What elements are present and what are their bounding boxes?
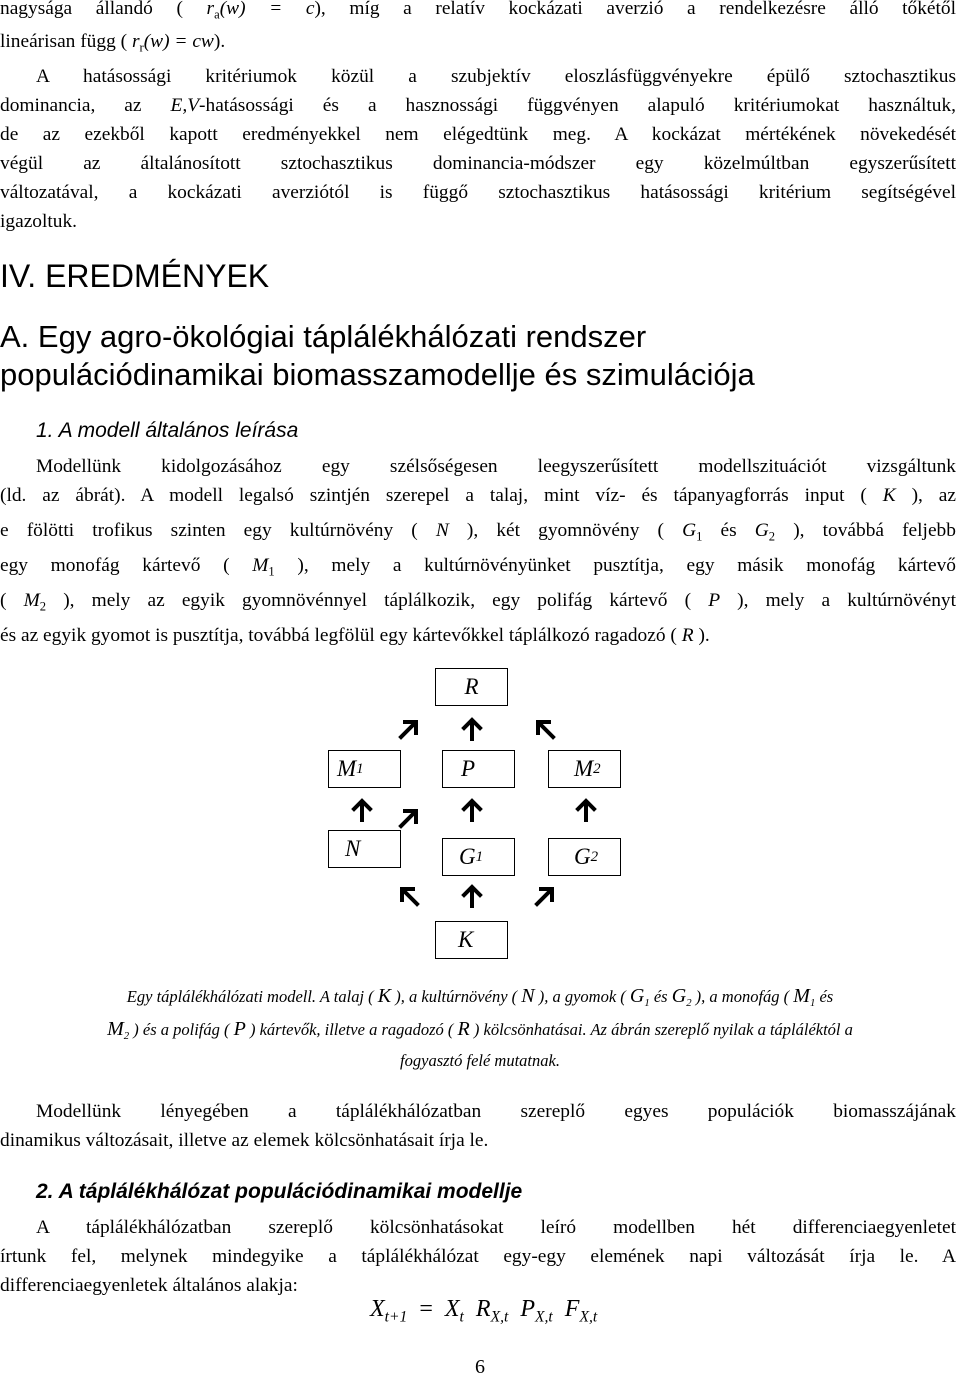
- arrow-up-right-icon: [397, 717, 421, 741]
- eq-sub: X,t: [535, 1308, 553, 1326]
- arrow-up-icon: [350, 798, 374, 822]
- line: [0, 551, 956, 580]
- eq-var: X: [370, 1296, 385, 1322]
- arrow-up-icon: [460, 798, 484, 822]
- line: Modellünk lényegében a táplálékhálózatban szereplő egyes populációk biomasszájának: [36, 1101, 956, 1122]
- math-var: N: [435, 520, 449, 541]
- math-var: M: [23, 590, 40, 611]
- math-sub: a: [214, 7, 220, 22]
- line: írtunk fel, melynek mindegyike a táplálékhálózat egy-egy elemének napi változását írja le. A: [0, 1246, 956, 1267]
- node-label: N: [345, 836, 361, 861]
- node-label: M: [337, 756, 357, 781]
- paragraph-criteria: [0, 62, 956, 236]
- node-label: M: [574, 756, 594, 781]
- math-var: P: [233, 1018, 246, 1040]
- text: ), a monofág (: [695, 987, 790, 1006]
- text: Egy táplálékhálózati modell. A talaj (: [126, 987, 374, 1006]
- section-heading: IV. EREDMÉNYEK: [0, 258, 270, 294]
- text: és az egyik gyomot is pusztítja, továbbá legfölül egy kártevőkkel táplálkozó ragadozó (: [0, 625, 677, 646]
- line: [0, 586, 956, 615]
- line: [0, 481, 956, 510]
- line: de az ezekből kapott eredményekkel nem elégedtünk meg. A kockázat mértékének növekedését: [0, 124, 956, 145]
- arrow-up-left-icon: [533, 717, 557, 741]
- node-M2: M 2: [548, 750, 621, 788]
- line: A táplálékhálózatban szereplő kölcsönhatásokat leíró modellben hét differenciaegyenletet: [36, 1217, 956, 1238]
- line: dinamikus változásait, illetve az elemek kölcsönhatásait írja le.: [0, 1130, 489, 1151]
- node-label: K: [458, 927, 474, 952]
- arrow-up-left-icon: [397, 884, 421, 908]
- math-var: r: [131, 31, 140, 52]
- text: egy monofág kártevő (: [0, 555, 230, 576]
- math-sub: 1: [644, 996, 650, 1009]
- paragraph-model-description: [0, 452, 956, 650]
- eq-var: P: [520, 1296, 535, 1322]
- text: nagysága állandó (: [0, 0, 183, 19]
- math-var: K: [882, 485, 896, 506]
- eq-var: R: [475, 1296, 491, 1322]
- text: és: [819, 987, 834, 1006]
- node-M1: M 1: [328, 750, 401, 788]
- line: Modellünk kidolgozásához egy szélsőségesen leegyszerűsített modellszituációt vizsgáltunk: [36, 456, 956, 477]
- text: ) kölcsönhatásai. Az ábrán szereplő nyilak a tápláléktól a: [473, 1020, 853, 1039]
- arrow-up-right-icon: [397, 806, 421, 830]
- text: -hatásossági és a hasznossági függvényen alapuló kritériumokat használtuk,: [199, 95, 957, 116]
- math-sub: 1: [268, 564, 275, 579]
- node-P: [442, 750, 515, 788]
- page-number: 6: [475, 1356, 485, 1378]
- arrow-up-icon: [460, 717, 484, 741]
- line: igazoltuk.: [0, 211, 78, 232]
- subheading-2: 2. A táplálékhálózat populációdinamikai modellje: [36, 1180, 523, 1203]
- math-var: r: [206, 0, 215, 19]
- text: és: [720, 520, 737, 541]
- node-G1: G 1: [442, 838, 515, 876]
- eq-var: F: [564, 1296, 580, 1322]
- text: ), a kultúrnövény (: [395, 987, 518, 1006]
- subheading-1: 1. A modell általános leírása: [36, 419, 299, 442]
- text: ), az: [911, 485, 956, 506]
- node-label: R: [464, 674, 479, 699]
- text: (: [0, 590, 7, 611]
- text: e fölötti trofikus szinten egy kultúrnövény (: [0, 520, 418, 541]
- caption-line-3: fogyasztó felé mutatnak.: [400, 1051, 560, 1070]
- math-var: K: [377, 985, 392, 1007]
- text: ).: [213, 31, 226, 52]
- text: ), míg a relatív kockázati averzió a rendelkezésre álló tőkétől: [314, 0, 956, 19]
- eq-var: X: [444, 1296, 460, 1322]
- math-var: M: [252, 555, 269, 576]
- line: változatával, a kockázati averziótól is függő sztochasztikus hatásossági kritérium segítségével: [0, 182, 956, 203]
- arrow-up-icon: [460, 884, 484, 908]
- node-label: P: [461, 756, 476, 781]
- math-sub: 2: [39, 599, 47, 614]
- math-var: G: [754, 520, 769, 541]
- eq-sub: X,t: [490, 1308, 509, 1326]
- text: dominancia, az: [0, 95, 171, 116]
- line: [0, 621, 956, 650]
- paragraph-difference-equations: [0, 1213, 956, 1300]
- math-var: G: [629, 985, 645, 1007]
- math-var: R: [457, 1018, 470, 1040]
- line: [0, 516, 956, 545]
- math-var: N: [521, 985, 535, 1007]
- text: és: [653, 987, 668, 1006]
- subsection-heading-line-2: populációdinamikai biomasszamodellje és szimulációja: [0, 357, 755, 392]
- eq-sign: =: [419, 1296, 433, 1322]
- text: ) kártevők, illetve a ragadozó (: [249, 1020, 454, 1039]
- math-var: G: [682, 520, 697, 541]
- eq-sub: t: [459, 1308, 464, 1326]
- line: A hatásossági kritériumok közül a szubjektív eloszlásfüggvényekre épülő sztochasztikus: [36, 66, 956, 87]
- text: ), továbbá feljebb: [793, 520, 956, 541]
- node-G2: G 2: [548, 838, 621, 876]
- line: differenciaegyenletek általános alakja:: [0, 1275, 298, 1296]
- text: ), két gyomnövény (: [466, 520, 664, 541]
- text: ).: [698, 625, 710, 646]
- math-var: E,V: [170, 95, 200, 116]
- paragraph-model-summary: [0, 1097, 956, 1155]
- math-sub: 2: [686, 996, 692, 1009]
- node-label: G: [574, 844, 591, 869]
- line: végül az általánosított sztochasztikus dominancia-módszer egy közelmúltban egyszerűsített: [0, 153, 956, 174]
- arrow-up-icon: [574, 798, 598, 822]
- text: ), mely a kultúrnövényt: [737, 590, 956, 611]
- math-expr: (w) = cw: [143, 31, 214, 52]
- node-K: [435, 921, 508, 959]
- math-sub: 2: [123, 1029, 130, 1042]
- math-var: M: [107, 1018, 124, 1040]
- intro-line-2: [0, 27, 956, 56]
- caption-line-1: [0, 981, 960, 1012]
- text: ), a gyomok (: [538, 987, 626, 1006]
- figure-caption: [0, 981, 960, 1076]
- eq-sub: t+1: [384, 1308, 408, 1326]
- text: ), mely az egyik gyomnövénnyel táplálkozik, egy polifág kártevő (: [63, 590, 692, 611]
- text: ) és a polifág (: [133, 1020, 230, 1039]
- subsection-heading-line-1: A. Egy agro-ökológiai táplálékhálózati rendszer: [0, 319, 647, 354]
- math-sub: r: [139, 40, 144, 55]
- node-R: [435, 668, 508, 706]
- math-sub: 1: [696, 529, 703, 544]
- math-var: P: [708, 590, 721, 611]
- text: lineárisan függ (: [0, 31, 128, 52]
- math-sub: 2: [768, 529, 776, 544]
- caption-line-2: [0, 1014, 960, 1045]
- math-expr: (w) = c: [219, 0, 315, 19]
- general-equation: [370, 1296, 598, 1326]
- line: [0, 91, 956, 120]
- intro-paragraph: [0, 0, 956, 56]
- node-N: [328, 830, 401, 868]
- text: (ld. az ábrát). A modell legalsó szintjén szerepel a talaj, mint víz- és tápanyagforrás input (: [0, 485, 867, 506]
- node-label: G: [459, 844, 476, 869]
- math-var: M: [793, 985, 810, 1007]
- math-var: R: [681, 625, 694, 646]
- intro-line-1: [0, 0, 956, 23]
- math-sub: 1: [809, 996, 816, 1009]
- arrow-up-right-icon: [533, 884, 557, 908]
- eq-sub: X,t: [579, 1308, 598, 1326]
- text: ), mely a kultúrnövényünket pusztítja, egy másik monofág kártevő: [297, 555, 956, 576]
- math-var: G: [671, 985, 687, 1007]
